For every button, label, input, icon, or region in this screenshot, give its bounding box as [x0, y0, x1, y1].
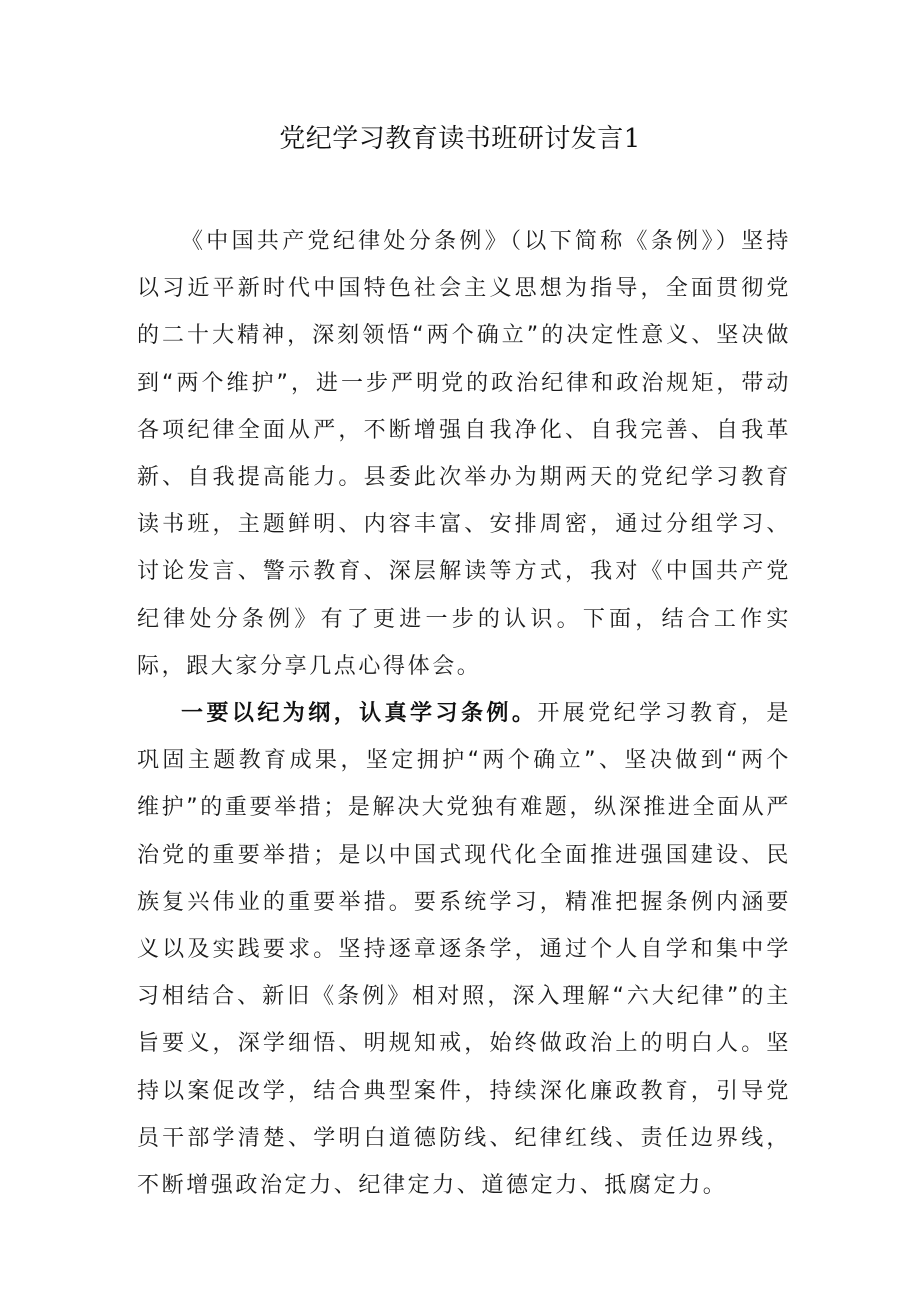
paragraph-text: 《中国共产党纪律处分条例》（以下简称《条例》）坚持以习近平新时代中国特色社会主义思想为指导，全面贯彻党的二十大精神，深刻领悟“两个确立”的决定性意义、坚决做到“两个维护”，进一步严明党的政治纪律和政治规矩，带动各项纪律全面从严，不断增强自我净化、自我完善、自我革新、自我提高能力。县委此次举办为期两天的党纪学习教育读书班，主题鲜明、内容丰富、安排周密，通过分组学习、讨论发言、警示教育、深层解读等方式，我对《中国共产党纪律处分条例》有了更进一步的认识。下面，结合工作实际，跟大家分享几点心得体会。	[137, 229, 791, 679]
paragraph-point-one	[137, 690, 791, 1209]
document-title: 党纪学习教育读书班研讨发言1	[279, 124, 641, 154]
paragraph-lead: 一要以纪为纲，认真学习条例。	[181, 701, 538, 727]
paragraph-text: 开展党纪学习教育，是巩固主题教育成果，坚定拥护“两个确立”、坚决做到“两个维护”的重要举措；是解决大党独有难题，纵深推进全面从严治党的重要举措；是以中国式现代化全面推进强国建设、民族复兴伟业的重要举措。要系统学习，精准把握条例内涵要义以及实践要求。坚持逐章逐条学，通过个人自学和集中学习相结合、新旧《条例》相对照，深入理解“六大纪律”的主旨要义，深学细悟、明规知戒，始终做政治上的明白人。坚持以案促改学，结合典型案件，持续深化廉政教育，引导党员干部学清楚、学明白道德防线、纪律红线、责任边界线，不断增强政治定力、纪律定力、道德定力、抵腐定力。	[137, 701, 791, 1199]
document-body	[137, 218, 791, 1209]
paragraph-intro	[137, 218, 791, 690]
